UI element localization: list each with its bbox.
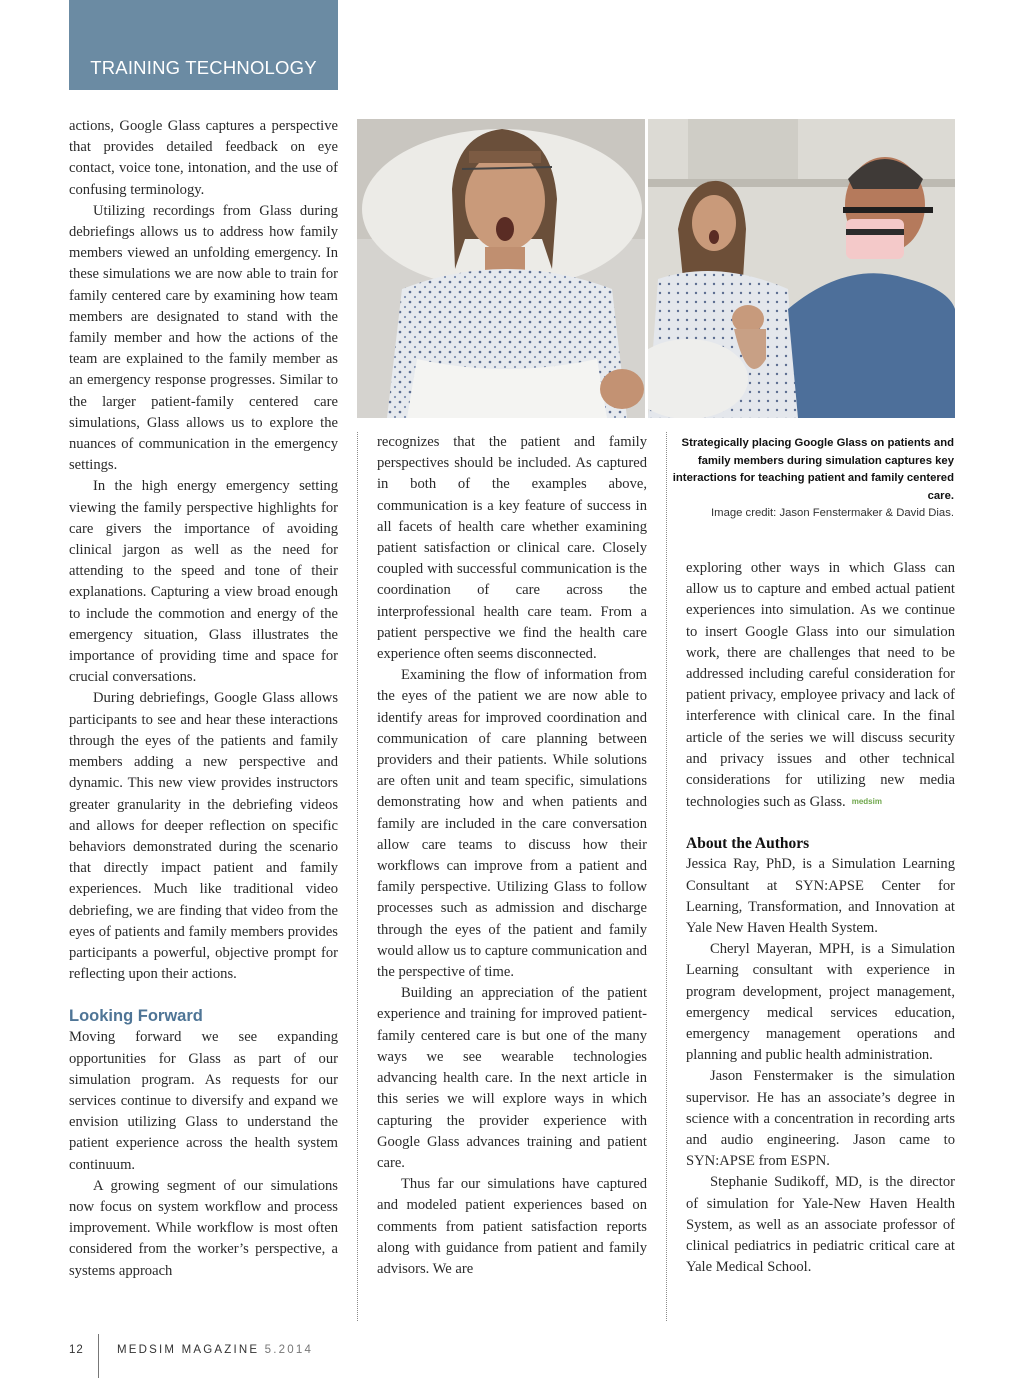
image-credit: Image credit: Jason Fenstermaker & David Dias. — [711, 507, 954, 519]
photo-patient-manikin — [357, 119, 645, 418]
col3-paragraph-1 — [686, 558, 955, 813]
col1-paragraph-2: Utilizing recordings from Glass during debriefings allows us to address how family members viewed an unfolding emergency. In these simulations we are now able to train for family centered care by examining how team members are designated to stand with the family member and how the actions of the team are explained to the family member as an emergency response progresses. Similar to the larger patient-family centered care simulations, Glass allows us to explore the nuances of communication in the emergency settings. — [69, 202, 338, 474]
col1-paragraph-5: Moving forward we see expanding opportunities for Glass as part of our simulation program. As requests for our services continue to diversify and expand we envision utilizing Glass to understand the patient experience across the health system continuum. — [69, 1029, 338, 1173]
heading-looking-forward: Looking Forward — [69, 1007, 203, 1026]
section-header-tab — [69, 0, 338, 90]
col2-paragraph-2: Examining the flow of information from the eyes of the patient we are now able to identify areas for improved coordination and communication of care planning between providers and their patients. While solutions are often unit and team specific, simulations demonstrating how and when patients and family are included in the care conversation allow care teams to discuss how their workflows can improve from a patient and family perspective. Utilizing Glass to follow processes such as admission and discharge through the eyes of the patient and family would allow us to capture communication and the perspective of time. — [377, 667, 647, 981]
col2-paragraph-1: recognizes that the patient and family perspectives should be included. As captured in both of the examples above, communication is a key feature of success in all facets of health care whether examining patient satisfaction or clinical care. Closely coupled with successful communication is the coordination of care across the interprofessional health care team. From a patient perspective we find the health care experience often seems disconnected. — [377, 434, 647, 663]
author-bio-mayeran: Cheryl Mayeran, MPH, is a Simulation Learning consultant with experience in program development, project management, emergency medical services education, emergency management operations and planning and public health administration. — [686, 941, 955, 1064]
page-number: 12 — [69, 1344, 84, 1356]
author-bio-sudikoff: Stephanie Sudikoff, MD, is the director of simulation for Yale-New Haven Health System, as well as an associate professor of clinical pediatrics in pediatric critical care at Yale Medical School. — [686, 1174, 955, 1276]
col2-paragraph-3: Building an appreciation of the patient experience and training for improved patient-family centered care is but one of the many ways we see wearable technologies advancing health care. In the next article in this series we will explore ways in which capturing the provider experience with Google Glass advances training and patient care. — [377, 985, 647, 1171]
author-bio-fenstermaker: Jason Fenstermaker is the simulation supervisor. He has an associate’s degree in science with a concentration in recording arts and audio engineering. Jason came to SYN:APSE from ESPN. — [686, 1068, 955, 1170]
footer-divider — [98, 1334, 99, 1378]
photo-family-member — [648, 119, 955, 418]
magazine-name: MEDSIM MAGAZINE — [117, 1344, 260, 1356]
col1-paragraph-6: A growing segment of our simulations now focus on system workflow and process improvement. While workflow is most often considered from the worker’s perspective, a systems approach — [69, 1177, 338, 1279]
figure-caption — [668, 435, 954, 523]
heading-about-authors: About the Authors — [686, 835, 810, 853]
col1-paragraph-1: actions, Google Glass captures a perspective that provides detailed feedback on eye contact, voice tone, intonation, and the use of confusing terminology. — [69, 118, 338, 198]
col1-paragraph-4: During debriefings, Google Glass allows participants to see and hear these interactions through the eyes of the patients and family members adding a new perspective and dynamic. This new view provides instructors greater granularity in the debriefing videos and allows for deeper reflection on specific behaviors demonstrated during the scenario that directly impact patient and family experiences. Much like traditional video debriefing, we are finding that video from the eyes of patients and family members provides participants a powerful, objective prompt for reflecting upon their actions. — [69, 690, 338, 983]
column-1 — [69, 116, 338, 1282]
col3-paragraph-1-text: exploring other ways in which Glass can allow us to capture and embed actual patient experiences into simulation. As we continue to insert Google Glass into our simulation work, there are challenges that need to be addressed including careful consideration for patient privacy, employee privacy and lack of interference with clinical care. In the final article of the series we will discuss security and privacy issues and other technical considerations for utilizing new media technologies such as Glass. — [686, 560, 955, 811]
section-label: TRAINING TECHNOLOGY — [90, 57, 317, 78]
medsim-logo: medsim — [851, 797, 882, 807]
caption-text: Strategically placing Google Glass on patients and family members during simulation captures key interactions for teaching patient and family centered care. — [672, 437, 954, 502]
column-divider-2 — [666, 432, 667, 1321]
col2-paragraph-4: Thus far our simulations have captured and modeled patient experiences based on comments from patient satisfaction reports along with guidance from patient and family advisors. We are — [377, 1176, 647, 1277]
col1-paragraph-3: In the high energy emergency setting viewing the family perspective highlights for care givers the importance of avoiding clinical jargon as well as the need for attending to the speed and tone of their explanations. Capturing a view broad enough to include the commotion and energy of the emergency situation, Glass illustrates the importance of providing time and space for crucial conversations. — [69, 478, 338, 686]
column-2 — [377, 432, 647, 1280]
photo-patient-manikin-image — [357, 119, 645, 418]
column-3 — [686, 558, 955, 1279]
issue-date: 5.2014 — [264, 1344, 314, 1356]
photo-family-member-image — [648, 119, 955, 418]
author-bio-ray: Jessica Ray, PhD, is a Simulation Learning Consultant at SYN:APSE Center for Learning, Transformation, and Innovation at Yale New Haven Health System. — [686, 856, 955, 937]
column-divider-1 — [357, 432, 358, 1321]
footer-magazine — [117, 1344, 313, 1356]
